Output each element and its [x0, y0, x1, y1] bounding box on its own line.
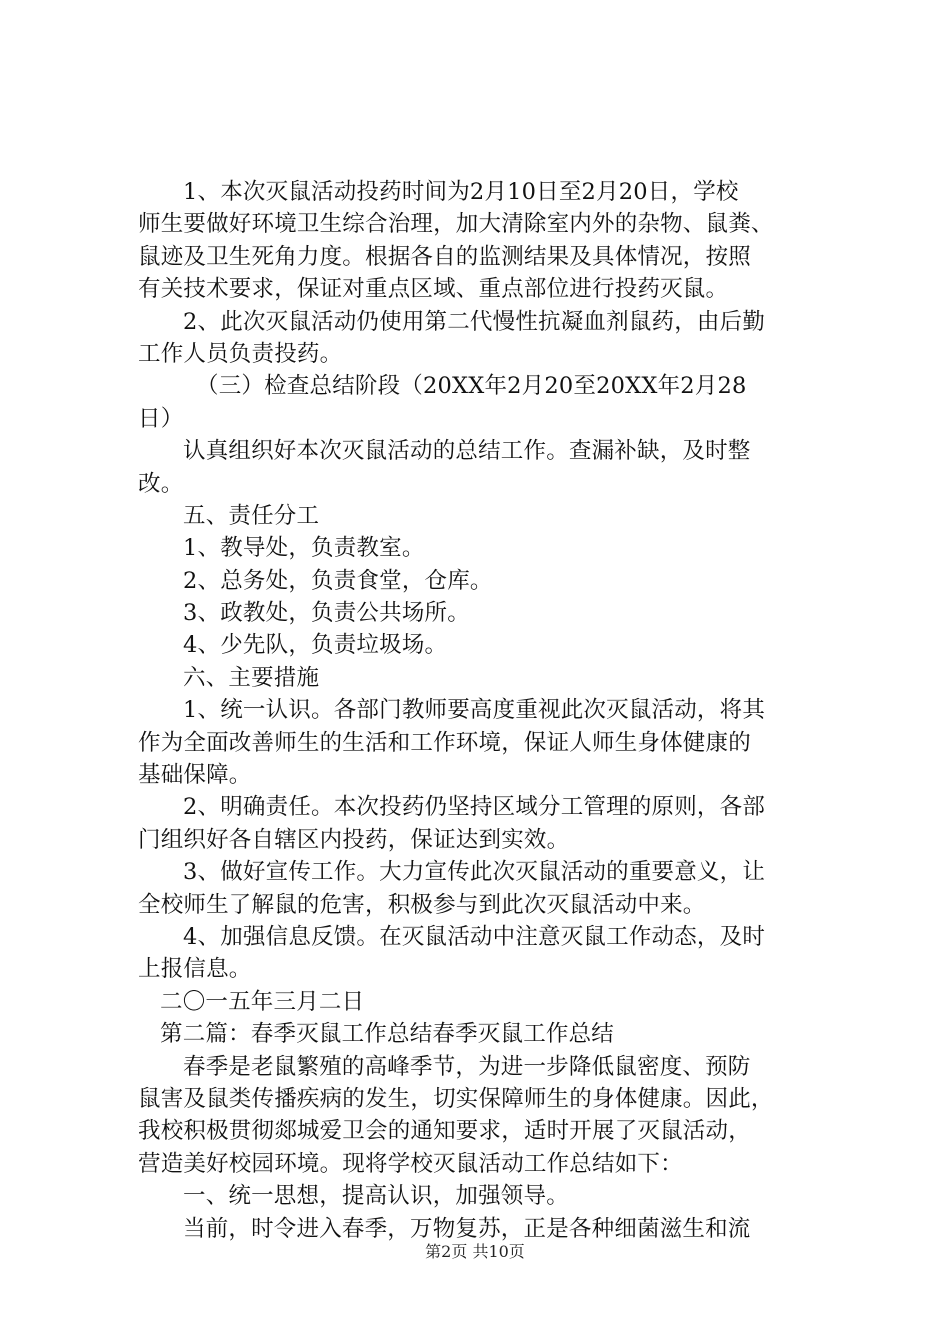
paragraph-line: 2、明确责任。本次投药仍坚持区域分工管理的原则，各部 — [183, 794, 766, 821]
paragraph-line: 当前，时令进入春季，万物复苏，正是各种细菌滋生和流 — [183, 1215, 751, 1242]
paragraph-line: 工作人员负责投药。 — [138, 340, 343, 367]
document-body — [138, 176, 838, 1245]
paragraph-line: 有关技术要求，保证对重点区域、重点部位进行投药灭鼠。 — [138, 276, 729, 303]
paragraph-line: 我校积极贯彻郯城爱卫会的通知要求，适时开展了灭鼠活动， — [138, 1118, 751, 1145]
paragraph-line: 作为全面改善师生的生活和工作环境，保证人师生身体健康的 — [138, 729, 751, 756]
list-item: 3、政教处，负责公共场所。 — [183, 600, 470, 627]
paragraph-line: 基础保障。 — [138, 762, 252, 789]
list-item: 1、教导处，负责教室。 — [183, 535, 425, 562]
paragraph-line: 日） — [138, 405, 184, 432]
paragraph-line: 3、做好宣传工作。大力宣传此次灭鼠活动的重要意义，让 — [183, 859, 766, 886]
paragraph-line: 春季是老鼠繁殖的高峰季节，为进一步降低鼠密度、预防 — [183, 1053, 751, 1080]
section-heading: 一、统一思想，提高认识，加强领导。 — [183, 1183, 569, 1210]
paragraph-line: 营造美好校园环境。现将学校灭鼠活动工作总结如下： — [138, 1150, 683, 1177]
list-item: 2、总务处，负责食堂，仓库。 — [183, 567, 493, 594]
paragraph-line: 上报信息。 — [138, 956, 252, 983]
paragraph-line: 鼠迹及卫生死角力度。根据各自的监测结果及具体情况，按照 — [138, 243, 751, 270]
paragraph-line: 全校师生了解鼠的危害，积极参与到此次灭鼠活动中来。 — [138, 891, 706, 918]
page-number-footer: 第2页 共10页 — [425, 1242, 525, 1261]
section-heading: 六、主要措施 — [183, 664, 320, 691]
paragraph-line: 认真组织好本次灭鼠活动的总结工作。查漏补缺，及时整 — [183, 438, 751, 465]
chapter-title: 第二篇：春季灭鼠工作总结春季灭鼠工作总结 — [160, 1021, 615, 1048]
list-item: 4、少先队，负责垃圾场。 — [183, 632, 448, 659]
paragraph-line: 师生要做好环境卫生综合治理，加大清除室内外的杂物、鼠粪、 — [138, 211, 774, 238]
section-heading: 五、责任分工 — [183, 502, 320, 529]
section-heading: （三）检查总结阶段（20XX年2月20至20XX年2月28 — [196, 373, 747, 400]
paragraph-line: 2、此次灭鼠活动仍使用第二代慢性抗凝血剂鼠药，由后勤 — [183, 308, 766, 335]
paragraph-line: 门组织好各自辖区内投药，保证达到实效。 — [138, 826, 570, 853]
paragraph-line: 改。 — [138, 470, 184, 497]
paragraph-line: 鼠害及鼠类传播疾病的发生，切实保障师生的身体健康。因此， — [138, 1085, 774, 1112]
paragraph-line: 1、统一认识。各部门教师要高度重视此次灭鼠活动，将其 — [183, 697, 766, 724]
paragraph-line: 1、本次灭鼠活动投药时间为2月10日至2月20日，学校 — [183, 179, 739, 205]
date-line: 二〇一五年三月二日 — [160, 988, 365, 1015]
paragraph-line: 4、加强信息反馈。在灭鼠活动中注意灭鼠工作动态，及时 — [183, 923, 766, 950]
